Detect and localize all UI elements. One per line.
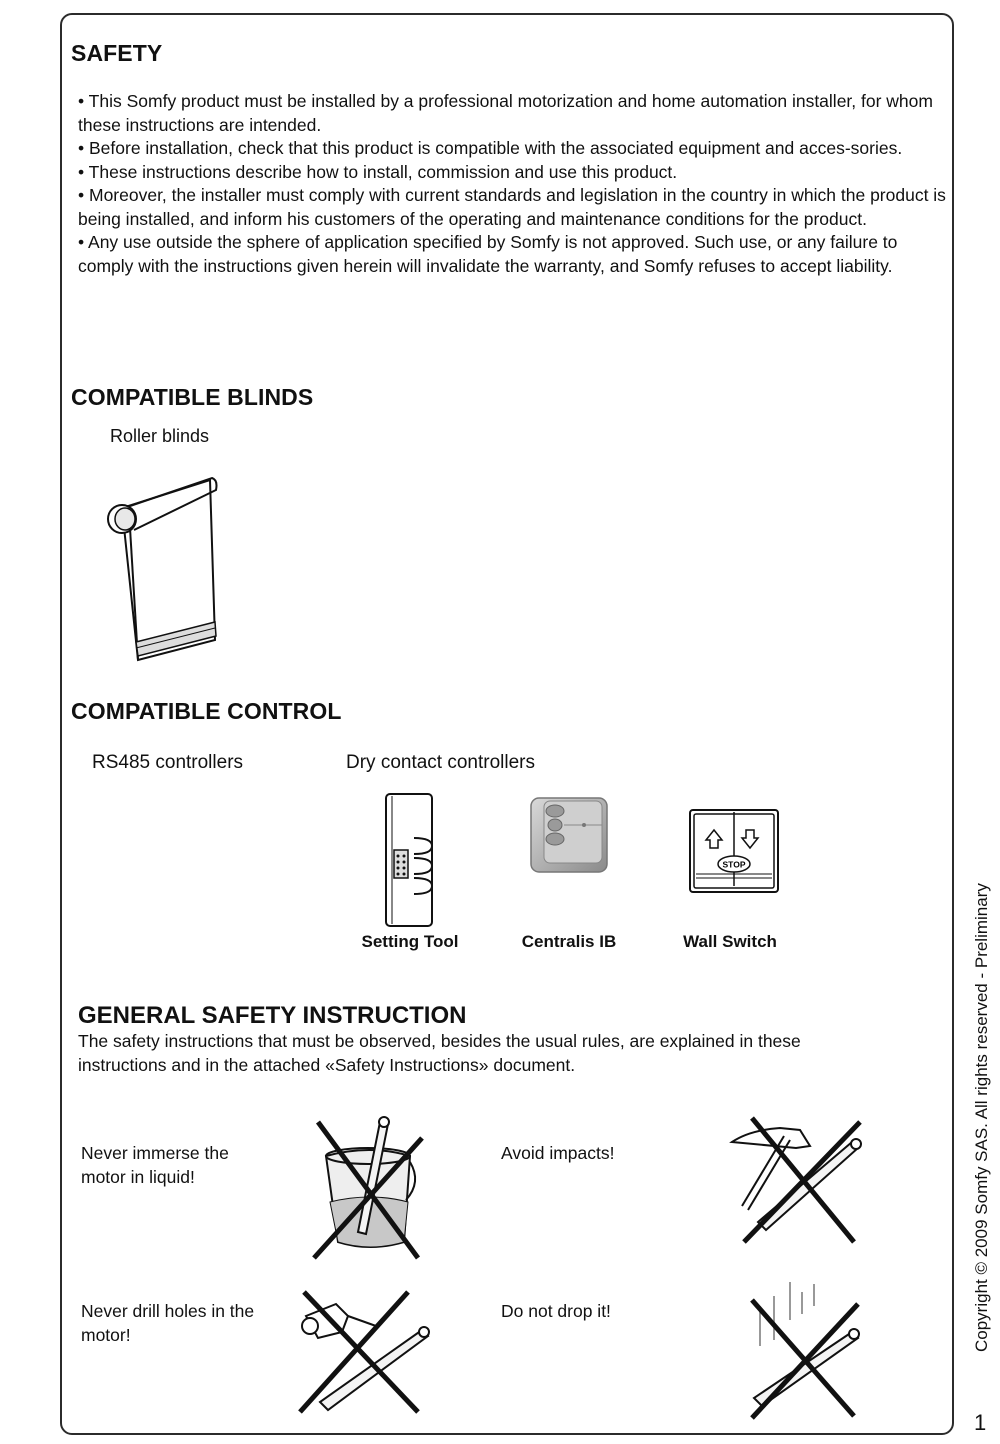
control-heading: COMPATIBLE CONTROL [71, 698, 342, 724]
wall-switch-caption: Wall Switch [683, 932, 777, 951]
no-drop-icon [740, 1276, 865, 1421]
roller-blind-icon [100, 470, 230, 665]
no-immersion-icon [310, 1112, 430, 1262]
safety-heading: SAFETY [71, 40, 163, 66]
rs485-label: RS485 controllers [92, 752, 244, 773]
warning-drop-text: Do not drop it! [501, 1301, 611, 1321]
safety-text [78, 90, 950, 278]
safety-paragraph: • These instructions describe how to install, commission and use this product. [78, 161, 678, 182]
centralis-caption: Centralis IB [521, 932, 617, 951]
centralis-icon [528, 795, 610, 875]
warning-immerse-text: Never immerse the motor in liquid! [81, 1143, 229, 1187]
setting-tool-caption: Setting Tool [361, 932, 459, 951]
warning-impact-text: Avoid impacts! [501, 1143, 615, 1163]
warning-drill-text: Never drill holes in the motor! [81, 1301, 255, 1345]
wall-switch-stop-label: STOP [722, 859, 746, 870]
safety-paragraph: • Moreover, the installer must comply with current standards and legislation in the country in which the product is being installed, and inform his customers of the operating and maintenance conditions for the product. [78, 185, 946, 229]
setting-tool-icon [382, 790, 438, 930]
copyright-note: Copyright © 2009 Somfy SAS. All rights reserved - Preliminary [972, 883, 991, 1352]
roller-blinds-label: Roller blinds [110, 426, 210, 446]
general-heading: GENERAL SAFETY INSTRUCTION [78, 1002, 467, 1029]
safety-paragraph: • This Somfy product must be installed by a professional motorization and home automation installer, for whom these instructions are intended. [78, 91, 933, 135]
blinds-heading: COMPATIBLE BLINDS [71, 384, 314, 410]
no-impact-icon [730, 1112, 865, 1247]
wall-switch-icon [688, 808, 780, 894]
general-intro: The safety instructions that must be observed, besides the usual rules, are explained in these instructions and in the attached «Safety Instructions» document. [78, 1031, 801, 1075]
safety-paragraph: • Any use outside the sphere of application specified by Somfy is not approved. Such use, or any failure to comply with the instructions given herein will invalidate the warranty, and Somfy refuses to accept liability. [78, 232, 898, 276]
no-drill-icon [296, 1286, 436, 1416]
page-number: 1 [974, 1410, 987, 1435]
dry-contact-label: Dry contact controllers [346, 752, 536, 773]
safety-paragraph: • Before installation, check that this product is compatible with the associated equipment and acces-sories. [78, 138, 903, 158]
